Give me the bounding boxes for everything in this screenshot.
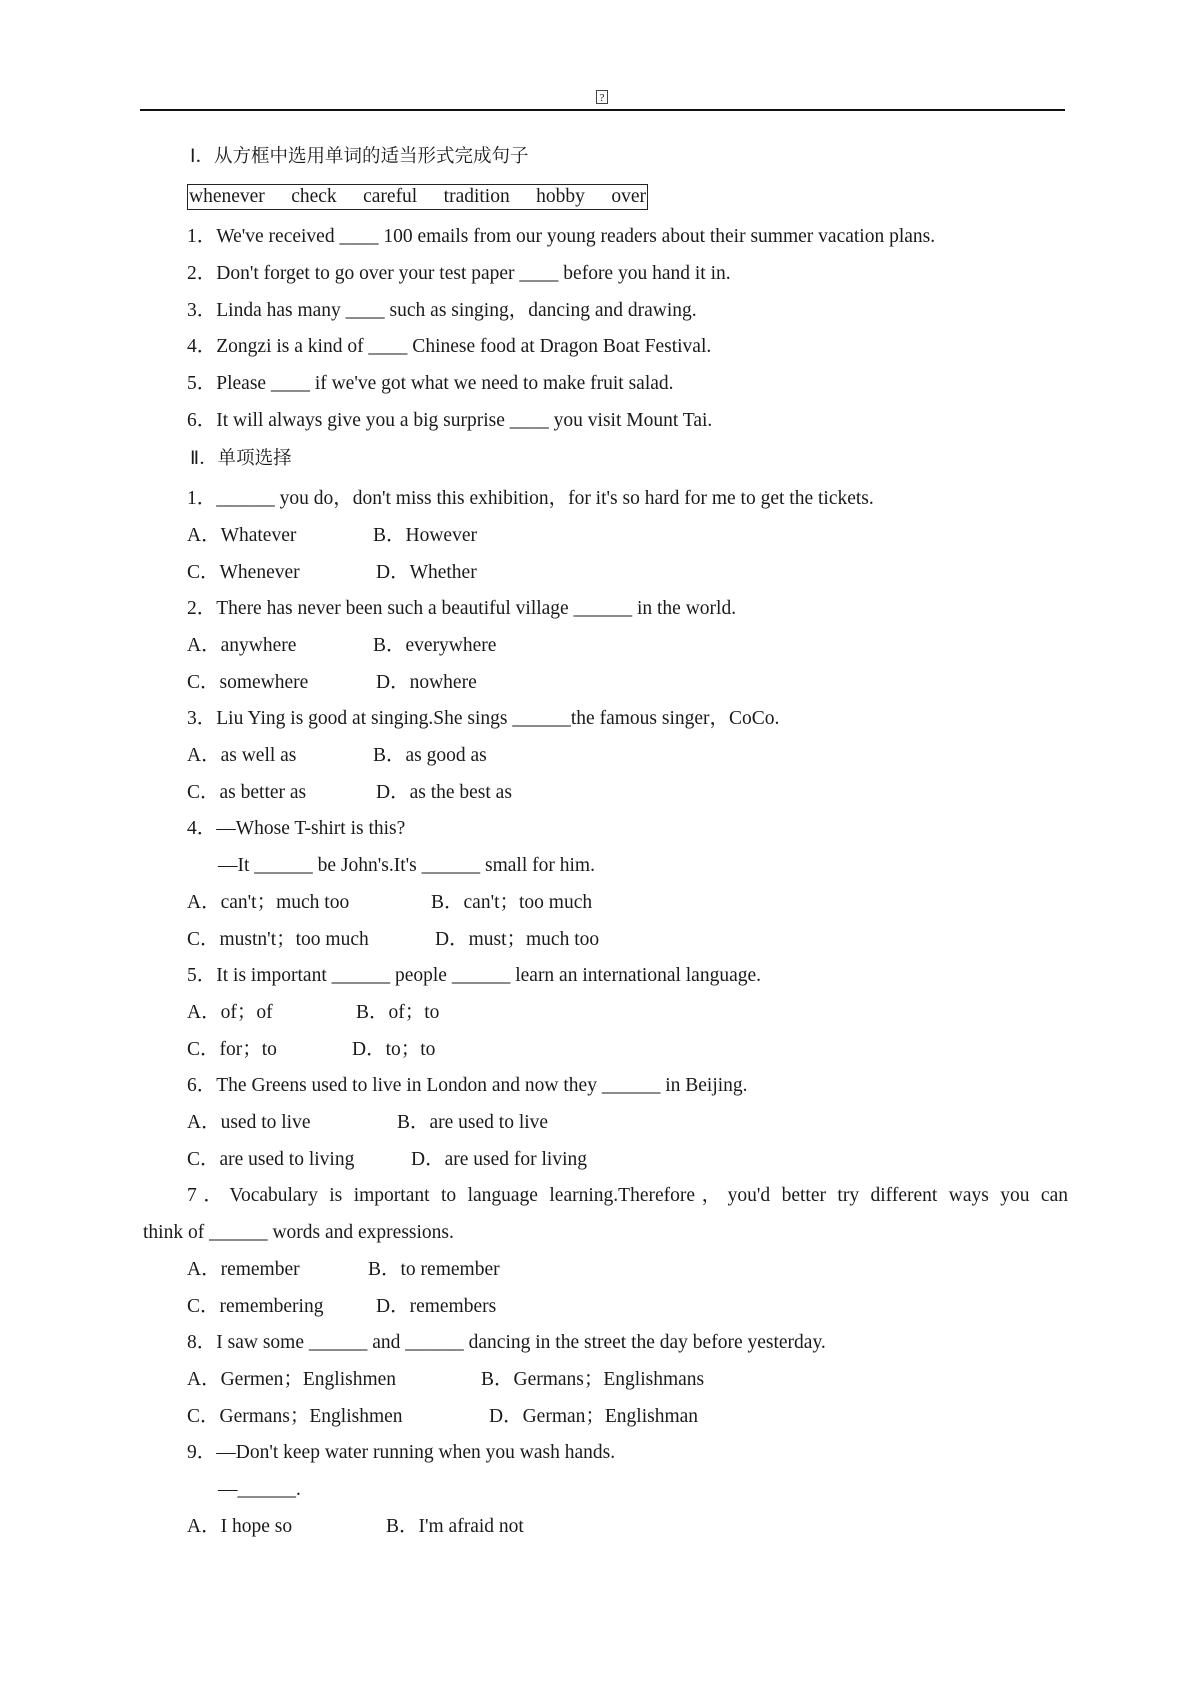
option-b: B．are used to live — [397, 1112, 549, 1133]
question-stem: 1．______ you do，don't miss this exhibition，for it's so hard for me to get the tickets. — [187, 488, 874, 509]
option-c: C．are used to living — [187, 1149, 355, 1170]
question-stem-line2: —______. — [218, 1479, 301, 1500]
option-b: B．as good as — [373, 745, 487, 766]
word-box-item: over — [611, 186, 646, 207]
option-a: A．of；of — [187, 1002, 273, 1023]
option-a: A．can't；much too — [187, 892, 350, 913]
option-b: B．Germans；Englishmans — [481, 1369, 705, 1390]
fill-sentence: 4．Zongzi is a kind of ____ Chinese food at Dragon Boat Festival. — [187, 336, 712, 357]
word-box-item: hobby — [536, 186, 585, 207]
option-c: C．as better as — [187, 782, 307, 803]
option-a: A．Whatever — [187, 525, 297, 546]
question-stem: 8．I saw some ______ and ______ dancing in the street the day before yesterday. — [187, 1332, 826, 1353]
word-box-item: check — [291, 186, 337, 207]
section2-heading: Ⅱ．单项选择 — [190, 448, 292, 469]
word-box-item: careful — [363, 186, 418, 207]
option-d: D．Whether — [376, 562, 477, 583]
question-stem: 2．There has never been such a beautiful village ______ in the world. — [187, 598, 737, 619]
option-c: C．Germans；Englishmen — [187, 1406, 403, 1427]
option-a: A．as well as — [187, 745, 297, 766]
option-c: C．for；to — [187, 1039, 277, 1060]
option-b: B．can't；too much — [431, 892, 593, 913]
question-stem: 5．It is important ______ people ______ learn an international language. — [187, 965, 762, 986]
word-box — [187, 184, 648, 210]
fill-sentence: 2．Don't forget to go over your test paper ____ before you hand it in. — [187, 263, 731, 284]
section1-heading: Ⅰ．从方框中选用单词的适当形式完成句子 — [190, 146, 529, 167]
question-stem: 4．—Whose T-shirt is this? — [187, 818, 406, 839]
option-d: D．to；to — [352, 1039, 436, 1060]
question-stem-line2: —It ______ be John's.It's ______ small for him. — [218, 855, 595, 876]
option-d: D．must；much too — [435, 929, 600, 950]
word-box-item: whenever — [189, 186, 265, 207]
option-d: D．nowhere — [376, 672, 477, 693]
option-b: B．of；to — [356, 1002, 440, 1023]
option-c: C．mustn't；too much — [187, 929, 369, 950]
option-d: D．remembers — [376, 1296, 497, 1317]
question-stem: 7．Vocabulary is important to language learning.Therefore，you'd better try different ways you can — [187, 1185, 1068, 1206]
question-stem: 9．—Don't keep water running when you wash hands. — [187, 1442, 616, 1463]
option-d: D．as the best as — [376, 782, 512, 803]
option-d: D．German；Englishman — [489, 1406, 699, 1427]
fill-sentence: 5．Please ____ if we've got what we need to make fruit salad. — [187, 373, 674, 394]
word-box-item: tradition — [443, 186, 510, 207]
question-stem-line2: think of ______ words and expressions. — [143, 1222, 454, 1243]
header-mark: ? — [596, 90, 608, 104]
fill-sentence: 1．We've received ____ 100 emails from our young readers about their summer vacation plans. — [187, 226, 936, 247]
option-d: D．are used for living — [411, 1149, 587, 1170]
option-b: B．to remember — [368, 1259, 500, 1280]
option-b: B．However — [373, 525, 477, 546]
option-a: A．Germen；Englishmen — [187, 1369, 397, 1390]
question-stem: 3．Liu Ying is good at singing.She sings ______the famous singer，CoCo. — [187, 708, 780, 729]
option-c: C．Whenever — [187, 562, 300, 583]
option-a: A．used to live — [187, 1112, 311, 1133]
option-a: A．remember — [187, 1259, 300, 1280]
option-c: C．remembering — [187, 1296, 324, 1317]
fill-sentence: 3．Linda has many ____ such as singing，dancing and drawing. — [187, 300, 697, 321]
header-rule — [140, 109, 1065, 111]
fill-sentence: 6．It will always give you a big surprise ____ you visit Mount Tai. — [187, 410, 713, 431]
question-stem: 6．The Greens used to live in London and now they ______ in Beijing. — [187, 1075, 748, 1096]
option-b: B．everywhere — [373, 635, 497, 656]
option-a: A．I hope so — [187, 1516, 293, 1537]
option-a: A．anywhere — [187, 635, 297, 656]
option-b: B．I'm afraid not — [386, 1516, 524, 1537]
option-c: C．somewhere — [187, 672, 309, 693]
